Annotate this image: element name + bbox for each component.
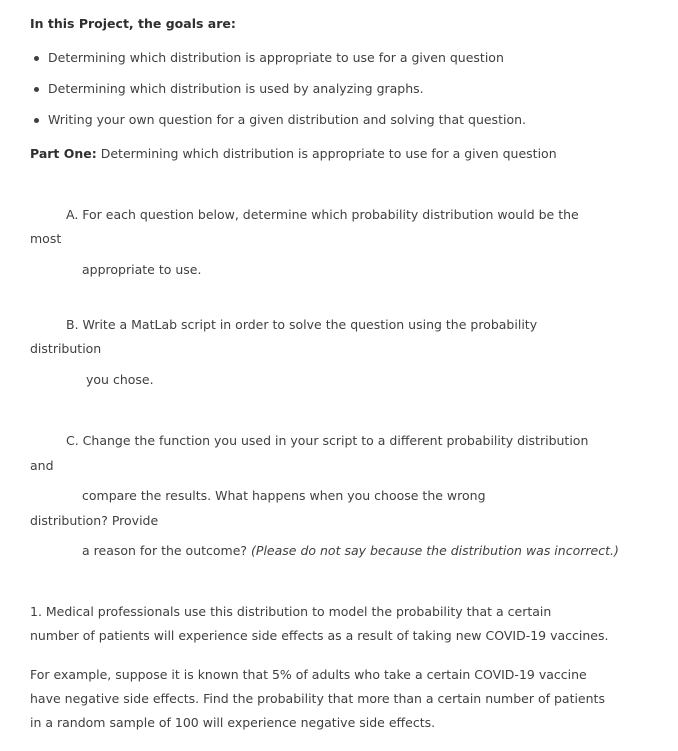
step-c-line: distribution? Provide	[30, 513, 159, 528]
question-1-example-line: have negative side effects. Find the probability that more than a certain number of patients	[30, 691, 605, 706]
step-a-line: most	[30, 231, 62, 246]
step-c-line: compare the results. What happens when you choose the wrong	[82, 488, 486, 503]
step-a-line: A. For each question below, determine which probability distribution would be the	[66, 207, 579, 222]
goal-item: Writing your own question for a given distribution and solving that question.	[48, 112, 526, 127]
step-b-line: you chose.	[86, 372, 154, 387]
step-c-note: (Please do not say because the distribution was incorrect.)	[251, 543, 619, 558]
question-1-example-line: in a random sample of 100 will experience negative side effects.	[30, 715, 436, 730]
step-b-line: B. Write a MatLab script in order to solve the question using the probability	[66, 317, 538, 332]
bullet-icon	[34, 56, 39, 61]
part-one-title: Determining which distribution is appropriate to use for a given question	[96, 146, 557, 161]
goal-item: Determining which distribution is appropriate to use for a given question	[48, 50, 504, 65]
goals-heading: In this Project, the goals are:	[30, 16, 236, 31]
step-c-line: and	[30, 458, 54, 473]
bullet-icon	[34, 87, 39, 92]
bullet-icon	[34, 118, 39, 123]
part-one-label: Part One:	[30, 146, 97, 161]
question-1-line: 1. Medical professionals use this distribution to model the probability that a certain	[30, 604, 552, 619]
step-c-line: C. Change the function you used in your script to a different probability distribution	[66, 433, 589, 448]
step-c-line	[82, 543, 619, 559]
question-1-example-line: For example, suppose it is known that 5% of adults who take a certain COVID-19 vaccine	[30, 667, 587, 682]
question-1-line: number of patients will experience side effects as a result of taking new COVID-19 vaccines.	[30, 628, 609, 643]
goal-item: Determining which distribution is used by analyzing graphs.	[48, 81, 424, 96]
step-a-line: appropriate to use.	[82, 262, 202, 277]
step-b-line: distribution	[30, 341, 102, 356]
part-one-heading	[30, 146, 557, 162]
step-c-reason: a reason for the outcome?	[82, 543, 252, 558]
